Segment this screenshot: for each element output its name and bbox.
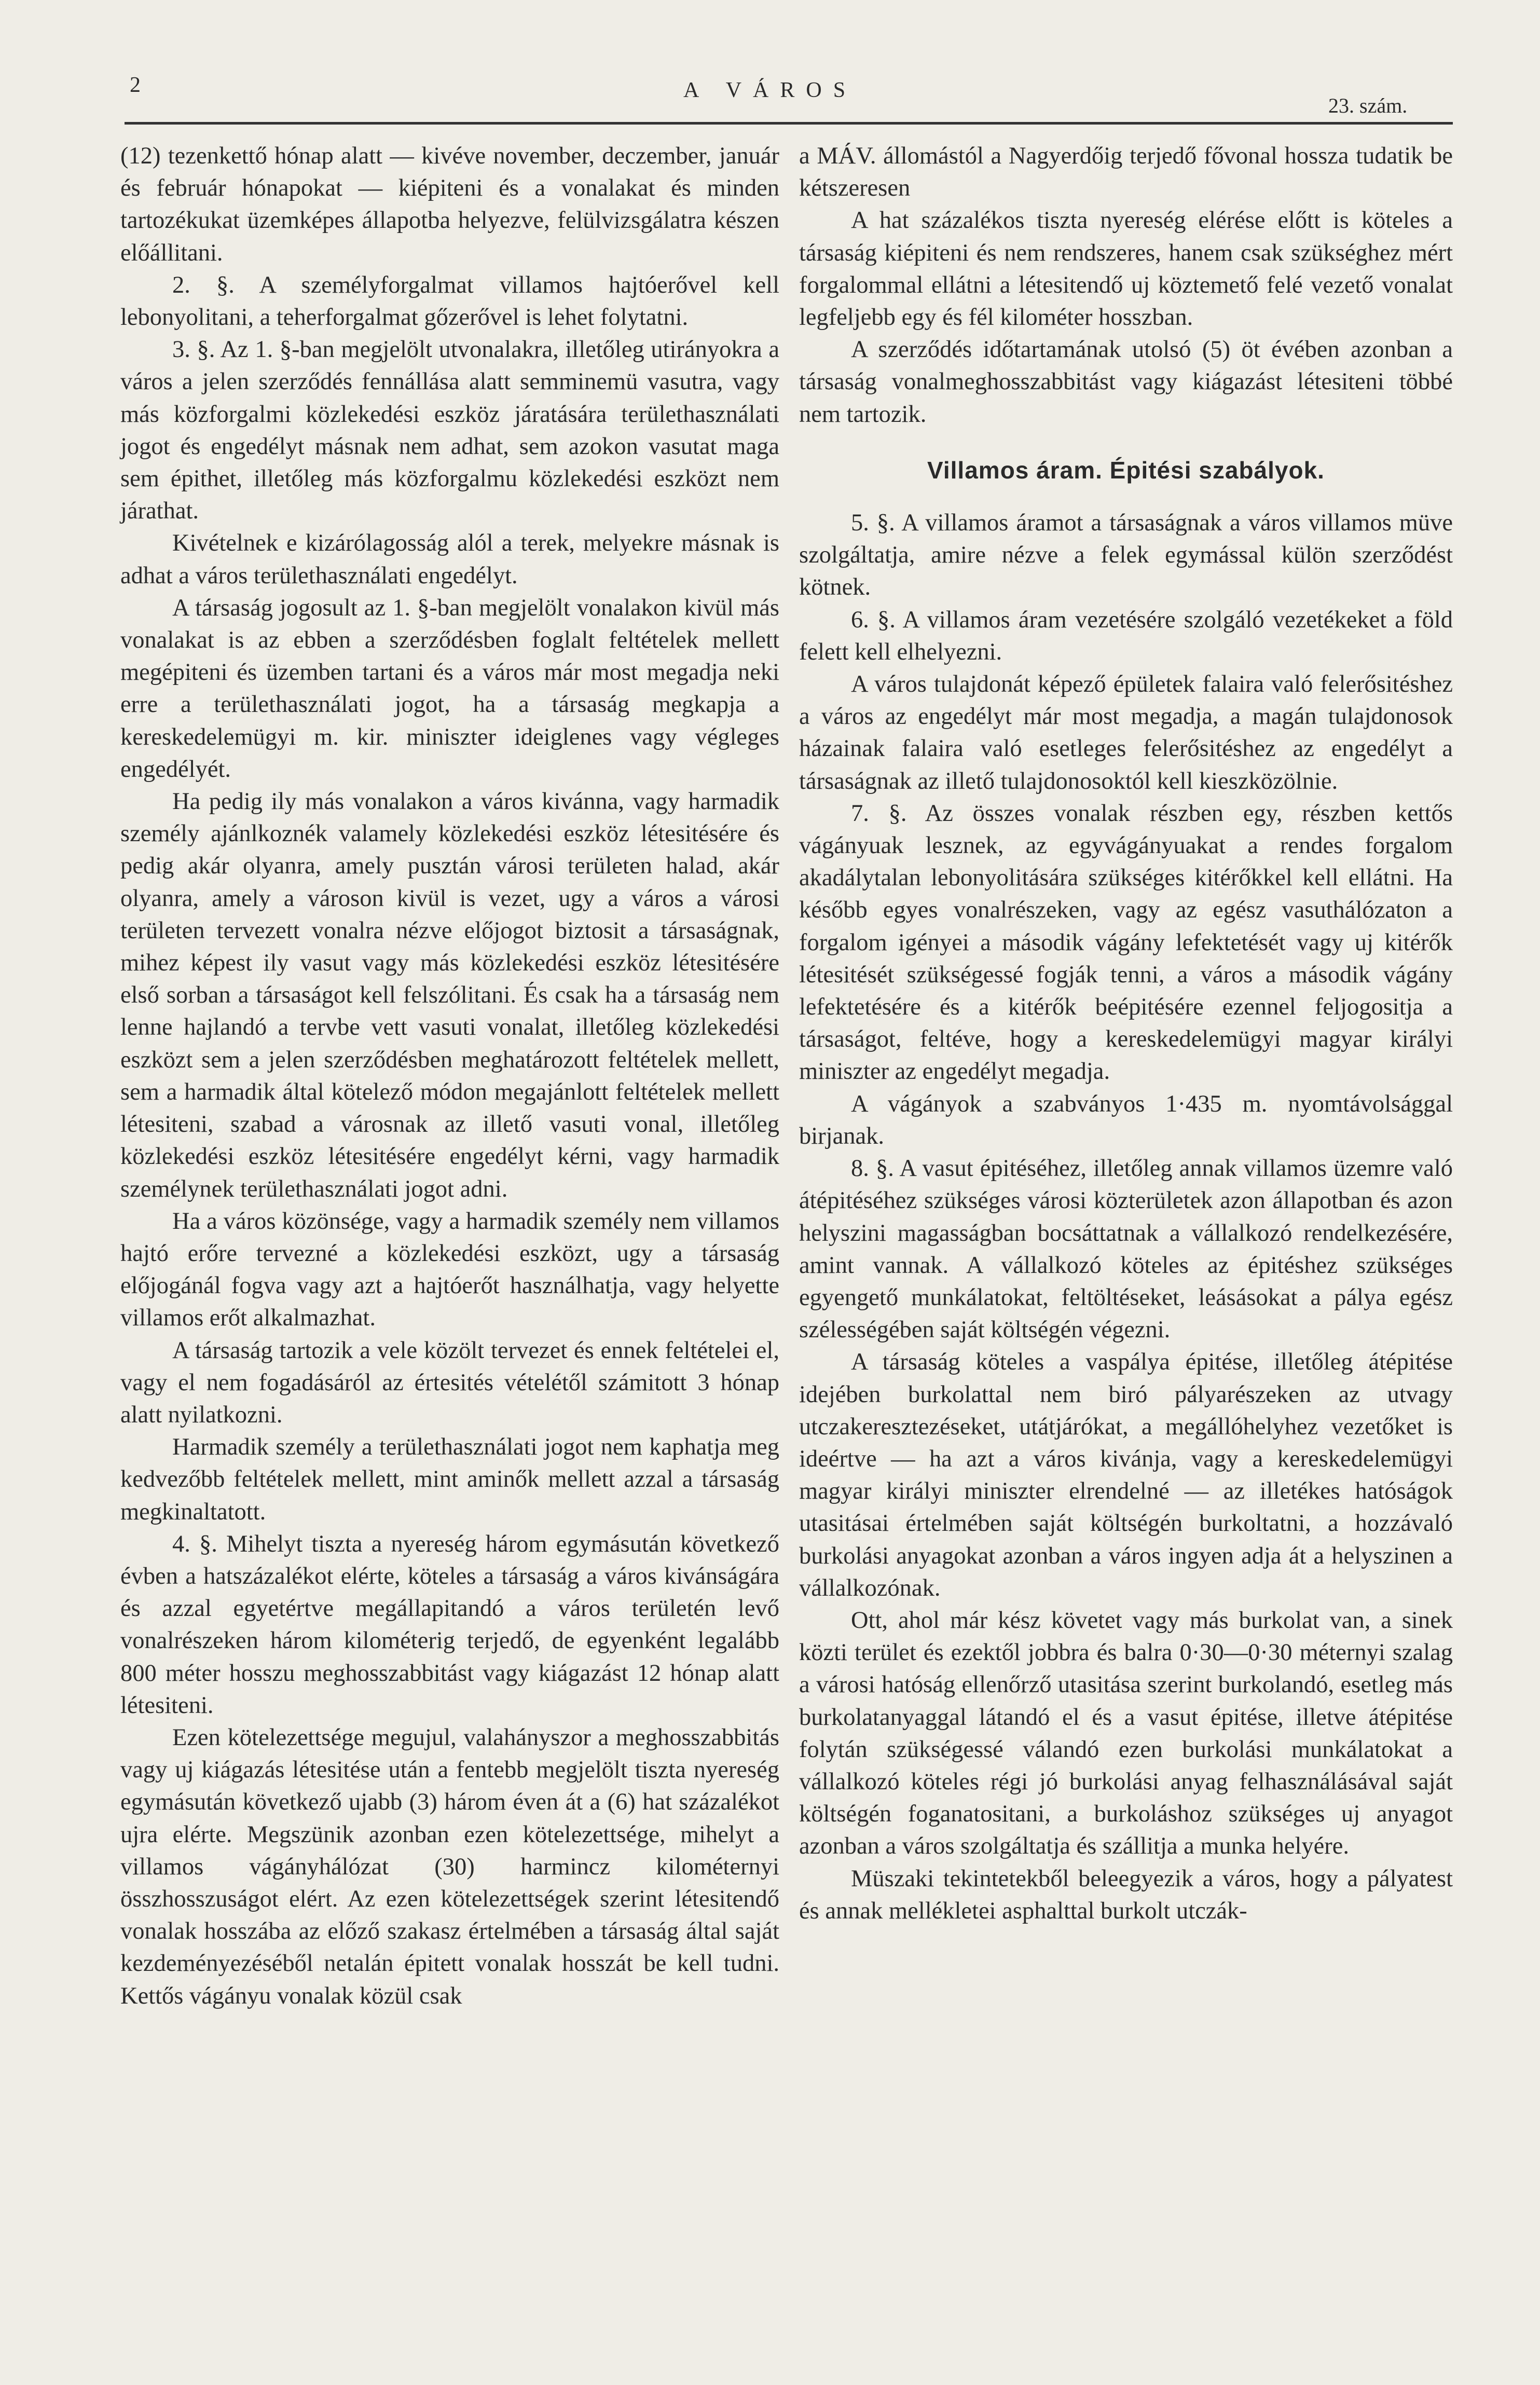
header-rule [125,122,1453,125]
masthead: A VÁROS [683,78,857,102]
paragraph: Harmadik személy a területhasználati jogot nem kaphatja meg kedvezőbb feltételek mellett, mint aminők mellett azzal a társaság megkinaltatott. [120,1434,779,1525]
paragraph: A város tulajdonát képező épületek falaira való felerősitéshez a város az engedélyt már most megadja, a magán tulajdonosok házainak falaira való esetleges felerősitéshez az engedélyt a társaságnak az illető tulajdonosoktól kell kieszközölnie. [799,671,1453,794]
paragraph: 8. §. A vasut épitéséhez, illetőleg annak villamos üzemre való átépitéséhez szükséges városi közterületek azon állapotban és azon helyszini magasságban bocsáttatnak a vállalkozó rendelkezésére, amint vannak. A vállalkozó köteles az épitéshez szükséges egyengető munkálatokat, feltöltéseket, leásásokat a pálya egész szélességében saját költségén végezni. [799,1155,1453,1344]
paragraph: a MÁV. állomástól a Nagyerdőig terjedő fővonal hossza tudatik be kétszeresen [799,143,1453,202]
paragraph: A társaság tartozik a vele közölt tervezet és ennek feltételei el, vagy el nem fogadásáról az értesités vételétől számitott 3 hónap alatt nyilatkozni. [120,1337,779,1428]
paragraph: 7. §. Az összes vonalak részben egy, részben kettős vágányuak lesznek, az egyvágányuakat a rendes forgalom akadálytalan lebonyolitására szükséges kitérőkkel kell ellátni. Ha később egyes vonalrészeken, vagy az egész vasuthálózaton a forgalom igényei a második vágány lefektetését vagy uj kitérők létesitését szükségessé fogják tenni, a város a második vágány lefektetésére és a kitérők beépitésére ezennel feljogositja a társaságot, feltéve, hogy a kereskedelemügyi magyar királyi miniszter az engedélyt megadja. [799,800,1453,1085]
right-column [799,140,1453,1927]
left-column [120,140,779,2012]
section-heading: Villamos áram. Épitési szabályok. [927,456,1325,484]
paragraph: 3. §. Az 1. §-ban megjelölt utvonalakra, illetőleg utirányokra a város a jelen szerződés fennállása alatt semminemü vasutra, vagy más közforgalmi közlekedési eszköz járatására területhasználati jogot és engedélyt másnak nem adhat, sem azokon vasutat maga sem épithet, illetőleg más közforgalmu közlekedési eszközt nem járathat. [120,336,779,525]
paragraph: A társaság köteles a vaspálya épitése, illetőleg átépitése idejében burkolattal nem biró pályarészeken az utvagy utczakeresztezéseket, utátjárókat, a megállóhelyhez vezetőket is ideértve — ha azt a város kivánja, vagy a kereskedelemügyi magyar királyi miniszter elrendelné — az illetékes hatóságok utasitásai értelmében saját költségén burkoltatni, a hozzávaló burkolási anyagokat azonban a város ingyen adja át a helyszinen a vállalkozónak. [799,1349,1453,1601]
paragraph: 4. §. Mihelyt tiszta a nyereség három egymásután következő évben a hatszázalékot elérte, köteles a társaság a város kivánságára és azzal egyetértve megállapitandó a város területén levő vonalrészeken három kilométerig terjedő, de egyenként legalább 800 méter hosszu meghosszabbitást vagy kiágazást 12 hónap alatt létesiteni. [120,1530,779,1719]
paragraph: (12) tezenkettő hónap alatt — kivéve november, deczember, január és február hónapokat — kiépiteni és a vonalakat és minden tartozékukat üzemképes állapotba helyezve, felülvizsgálatra készen előállitani. [120,143,779,266]
paragraph: Kivételnek e kizárólagosság alól a terek, melyekre másnak is adhat a város területhasználati engedélyt. [120,530,779,589]
paragraph: A vágányok a szabványos 1·435 m. nyomtávolsággal birjanak. [799,1090,1453,1149]
paragraph: Ha a város közönsége, vagy a harmadik személy nem villamos hajtó erőre tervezné a közlekedési eszközt, ugy a társaság előjogánál fogva vagy azt a hajtóerőt használhatja, vagy helyette villamos erőt alkalmazhat. [120,1208,779,1332]
page-number: 2 [130,73,141,97]
paragraph: Ott, ahol már kész követet vagy más burkolat van, a sinek közti terület és ezektől jobbra és balra 0·30—0·30 méternyi szalag a városi hatóság ellenőrző utasitása szerint burkolandó, esetleg más burkolatanyaggal látandó el és a vasut épitése, illetve átépitése folytán szükségessé válandó ezen burkolási munkálatokat a vállalkozó köteles régi jó burkolási anyag felhasználásával saját költségén foganatositani, a burkoláshoz szükséges uj anyagot azonban a város szolgáltatja és szállitja a munka helyére. [799,1607,1453,1860]
paragraph: 2. §. A személyforgalmat villamos hajtóerővel kell lebonyolitani, a teherforgalmat gőzerővel is lehet folytatni. [120,271,779,331]
paragraph: Ha pedig ily más vonalakon a város kivánna, vagy harmadik személy ajánlkoznék valamely közlekedési eszköz létesitésére és pedig akár olyanra, amely pusztán városi területen halad, akár olyanra, amely a városon kivül is vezet, ugy a város a városi területen tervezett vonalra nézve előjogot biztosit a társaságnak, mihez képest ily vasut vagy más közlekedési eszköz létesitésére első sorban a társaságot kell felszólitani. És csak ha a társaság nem lenne hajlandó a tervbe vett vasuti vonalat, illetőleg közlekedési eszközt sem a jelen szerződésben meghatározott feltételek mellett, sem a harmadik által kötelező módon megajánlott feltételek mellett létesiteni, szabad a városnak az illető vasuti vonal, illetőleg közlekedési eszköz létesitésére engedélyt kérni, vagy harmadik személynek területhasználati jogot adni. [120,788,779,1202]
paragraph: Müszaki tekintetekből beleegyezik a város, hogy a pályatest és annak mellékletei asphalttal burkolt utczák- [799,1865,1453,1924]
paragraph: Ezen kötelezettsége megujul, valahányszor a meghosszabbitás vagy uj kiágazás létesitése után a fentebb megjelölt tiszta nyereség egymásután következő ujabb (3) három éven át a (6) hat százalékot ujra elérte. Megszünik azonban ezen kötelezettsége, mihelyt a villamos vágányhálózat (30) harmincz kilométernyi összhosszuságot elért. Az ezen kötelezettségek szerint létesitendő vonalak hosszába az előző szakasz értelmében a társaság által saját kezdeményezéséből netalán épitett vonalak hosszát be kell tudni. Kettős vágányu vonalak közül csak [120,1724,779,2009]
paragraph: A társaság jogosult az 1. §-ban megjelölt vonalakon kivül más vonalakat is az ebben a szerződésben foglalt feltételek mellett megépiteni és üzemben tartani és a város már most megadja neki erre a területhasználati jogot, ha a társaság megkapja a kereskedelemügyi m. kir. miniszter ideiglenes vagy végleges engedélyét. [120,594,779,783]
issue-number: 23. szám. [1328,94,1408,117]
paragraph: 6. §. A villamos áram vezetésére szolgáló vezetékeket a föld felett kell elhelyezni. [799,606,1453,665]
paragraph: A szerződés időtartamának utolsó (5) öt évében azonban a társaság vonalmeghosszabbitást vagy kiágazást létesiteni többé nem tartozik. [799,336,1453,428]
paragraph: A hat százalékos tiszta nyereség elérése előtt is köteles a társaság kiépiteni és nem rendszeres, hanem csak szükséghez mért forgalommal ellátni a létesitendő uj köztemető felé vezető vonalat legfeljebb egy és fél kilométer hosszban. [799,207,1453,331]
paragraph: 5. §. A villamos áramot a társaságnak a város villamos müve szolgáltatja, amire nézve a felek egymással külön szerződést kötnek. [799,510,1453,601]
